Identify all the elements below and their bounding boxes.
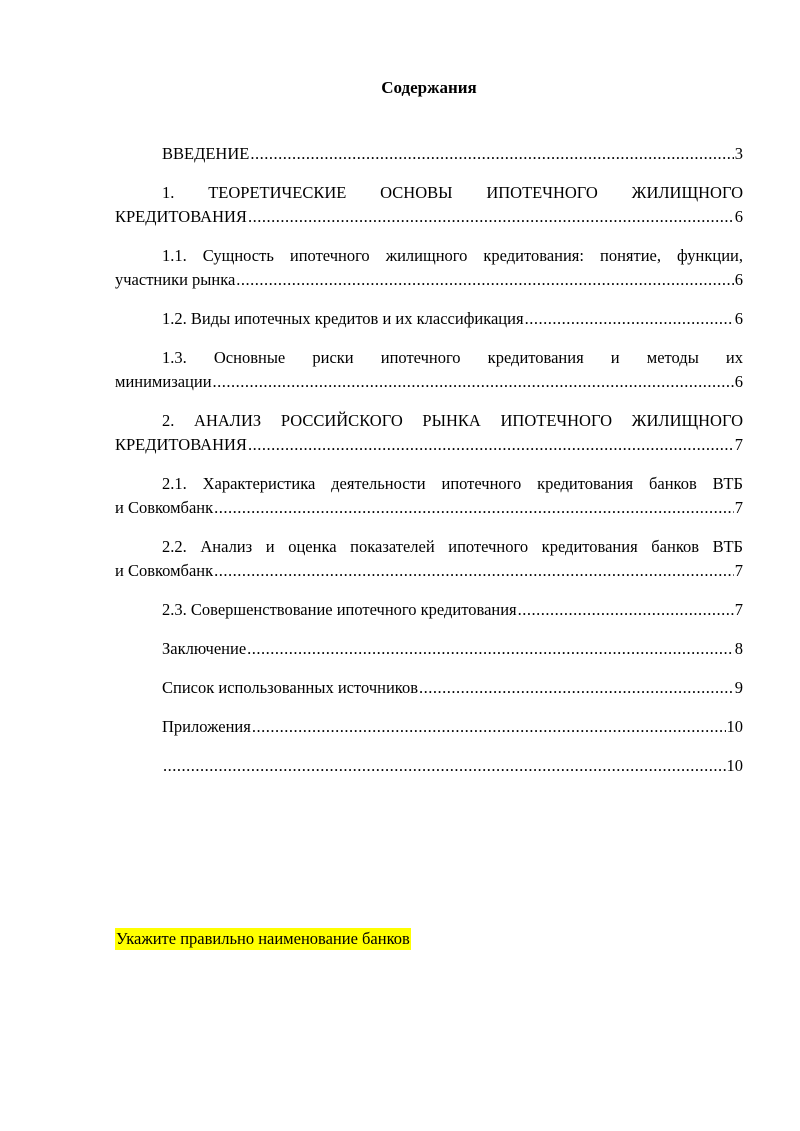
toc-page-number: 9: [734, 678, 743, 697]
toc-page-number: 8: [734, 639, 743, 658]
toc-entry-references[interactable]: [115, 676, 743, 700]
toc-entry-text: 2.1. Характеристика деятельности ипотечного кредитования банков ВТБ: [162, 474, 743, 493]
toc-entry-empty[interactable]: [115, 754, 743, 778]
toc-leader-dots: [525, 307, 734, 331]
toc-leader-dots: [252, 715, 726, 739]
table-of-contents: [115, 142, 743, 778]
toc-leader-dots: [214, 496, 734, 520]
toc-leader-dots: [248, 205, 734, 229]
toc-entry-text: 2.3. Совершенствование ипотечного кредитования: [162, 600, 517, 619]
toc-entry-section-1-2[interactable]: [115, 307, 743, 331]
toc-entry-text: участники рынка: [115, 270, 236, 289]
toc-entry-chapter-2[interactable]: [115, 409, 743, 457]
toc-entry-text: ВВЕДЕНИЕ: [162, 144, 250, 163]
highlighted-comment: Укажите правильно наименование банков: [116, 929, 410, 948]
toc-entry-text: КРЕДИТОВАНИЯ: [115, 435, 247, 454]
toc-entry-section-2-2[interactable]: [115, 535, 743, 583]
toc-entry-section-2-3[interactable]: [115, 598, 743, 622]
toc-entry-text: КРЕДИТОВАНИЯ: [115, 207, 247, 226]
toc-entry-text: Заключение: [162, 639, 247, 658]
toc-entry-text: и Совкомбанк: [115, 561, 214, 580]
toc-entry-text: 2. АНАЛИЗ РОССИЙСКОГО РЫНКА ИПОТЕЧНОГО ЖИЛИЩНОГО: [162, 411, 743, 430]
toc-entry-text: минимизации: [115, 372, 212, 391]
toc-entry-conclusion[interactable]: [115, 637, 743, 661]
toc-page-number: 7: [734, 435, 743, 454]
toc-page-number: 7: [734, 600, 743, 619]
toc-entry-text: 2.2. Анализ и оценка показателей ипотечного кредитования банков ВТБ: [162, 537, 743, 556]
toc-leader-dots: [247, 637, 734, 661]
toc-leader-dots: [248, 433, 734, 457]
toc-entry-section-2-1[interactable]: [115, 472, 743, 520]
toc-leader-dots: [250, 142, 733, 166]
toc-entry-section-1-1[interactable]: [115, 244, 743, 292]
toc-leader-dots: [419, 676, 734, 700]
toc-entry-appendices[interactable]: [115, 715, 743, 739]
toc-page-number: 3: [734, 144, 743, 163]
toc-leader-dots: [163, 754, 726, 778]
toc-entry-text: 1.1. Сущность ипотечного жилищного кредитования: понятие, функции,: [162, 246, 743, 265]
toc-title: Содержания: [381, 78, 477, 97]
toc-page-number: 10: [726, 756, 743, 775]
toc-entry-text: 1. ТЕОРЕТИЧЕСКИЕ ОСНОВЫ ИПОТЕЧНОГО ЖИЛИЩНОГО: [162, 183, 743, 202]
toc-entry-text: 1.2. Виды ипотечных кредитов и их классификация: [162, 309, 524, 328]
toc-page-number: 6: [734, 270, 743, 289]
toc-page-number: 6: [734, 309, 743, 328]
toc-page-number: 7: [734, 498, 743, 517]
toc-leader-dots: [236, 268, 733, 292]
toc-entry-text: Приложения: [162, 717, 251, 736]
toc-entry-chapter-1[interactable]: [115, 181, 743, 229]
toc-leader-dots: [213, 370, 734, 394]
toc-page-number: 6: [734, 207, 743, 226]
toc-entry-text: Список использованных источников: [162, 678, 418, 697]
toc-entry-text: 1.3. Основные риски ипотечного кредитования и методы их: [162, 348, 743, 367]
toc-entry-introduction[interactable]: [115, 142, 743, 166]
toc-leader-dots: [518, 598, 734, 622]
toc-page-number: 6: [734, 372, 743, 391]
toc-page-number: 10: [726, 717, 743, 736]
toc-leader-dots: [214, 559, 734, 583]
toc-entry-text: и Совкомбанк: [115, 498, 214, 517]
toc-entry-section-1-3[interactable]: [115, 346, 743, 394]
toc-page-number: 7: [734, 561, 743, 580]
